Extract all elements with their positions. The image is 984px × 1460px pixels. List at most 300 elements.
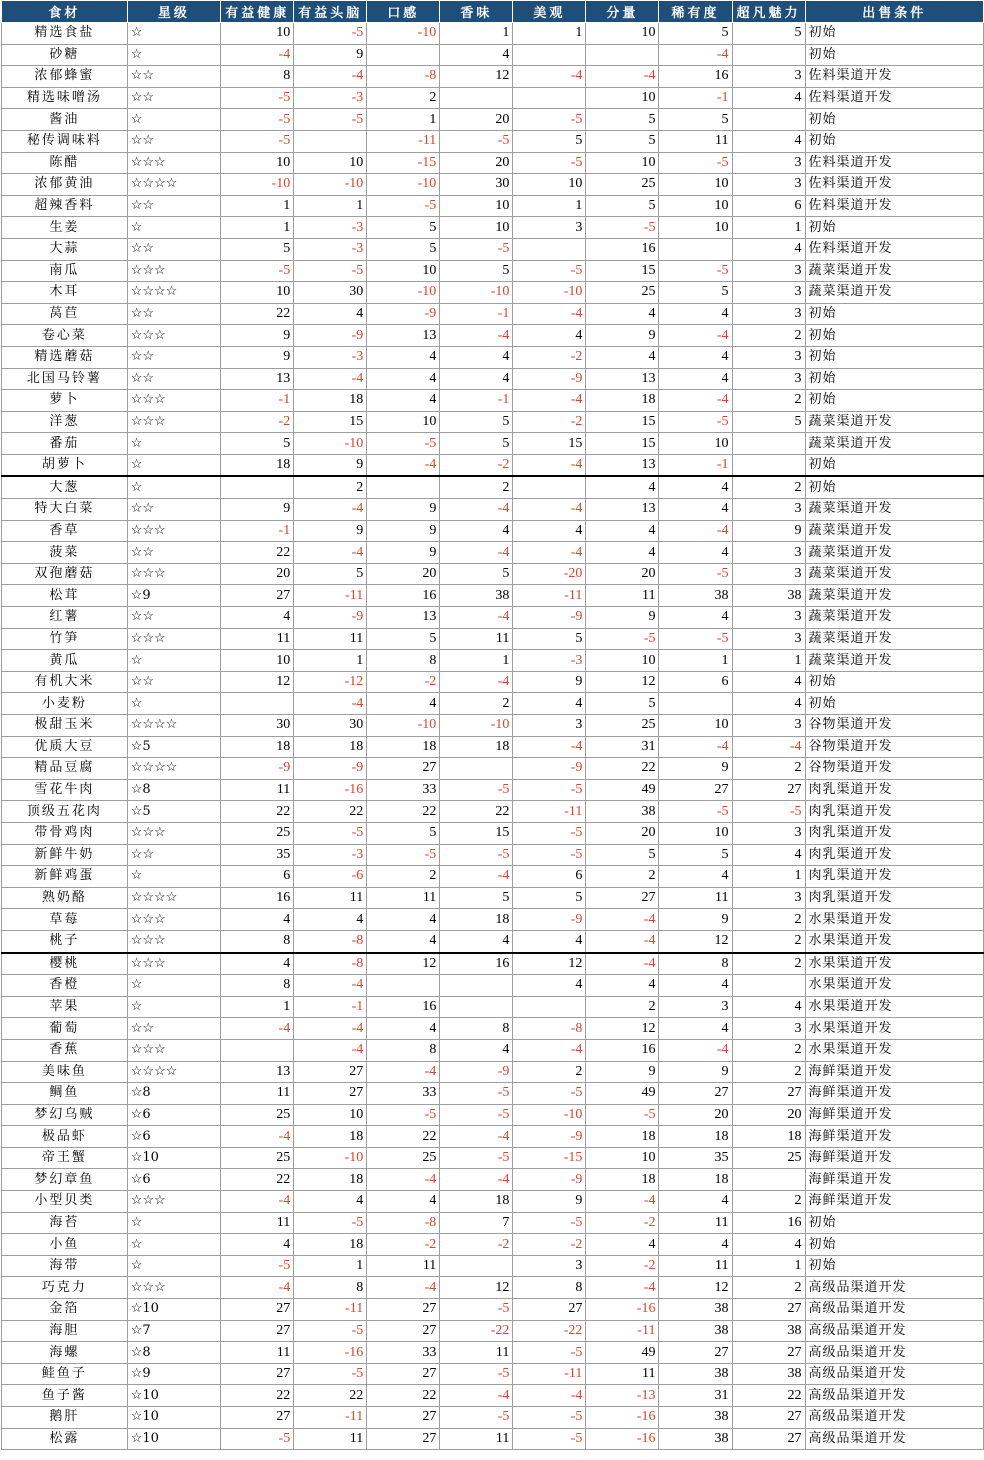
stat-rarity: 9 [659,758,732,780]
stat-charm: 5 [732,411,805,433]
stat-taste: 5 [367,628,440,650]
stat-rarity: 4 [659,542,732,564]
table-row [2,1234,984,1256]
sale-condition: 初始 [805,325,983,347]
stat-look: -4 [513,390,586,412]
stat-taste: 10 [367,411,440,433]
stat-aroma: -4 [440,1126,513,1148]
sale-condition: 初始 [805,390,983,412]
stat-taste: -10 [367,174,440,196]
stat-charm: 22 [732,1385,805,1407]
stat-charm [732,975,805,997]
ingredient-name: 鲷鱼 [2,1083,128,1105]
stat-aroma: -5 [440,1083,513,1105]
table-row [2,346,984,368]
stat-health: -4 [221,1018,294,1040]
sale-condition: 谷物渠道开发 [805,736,983,758]
stat-charm [732,1169,805,1191]
stat-taste: 5 [367,238,440,260]
stat-rarity: 11 [659,130,732,152]
stat-taste: 27 [367,1363,440,1385]
stat-charm: 3 [732,715,805,737]
sale-condition: 海鲜渠道开发 [805,1191,983,1213]
stat-aroma: -2 [440,454,513,476]
header-row [2,1,984,23]
stat-aroma: -5 [440,130,513,152]
stat-brain: 15 [294,411,367,433]
stat-rarity: 11 [659,1255,732,1277]
stat-aroma: 8 [440,1018,513,1040]
stat-brain: -3 [294,217,367,239]
star-rating: ☆☆☆ [127,930,220,952]
stat-look: -4 [513,499,586,521]
stat-charm: 1 [732,1255,805,1277]
stat-charm: 38 [732,1320,805,1342]
stat-charm: 3 [732,152,805,174]
stat-brain: -4 [294,693,367,715]
stat-aroma [440,1255,513,1277]
stat-aroma: -4 [440,866,513,888]
stat-charm: 1 [732,650,805,672]
stat-brain: 10 [294,152,367,174]
sale-condition: 初始 [805,44,983,66]
stat-portion: 10 [586,152,659,174]
ingredient-name: 秘传调味料 [2,130,128,152]
stat-rarity: -5 [659,152,732,174]
stat-aroma: 10 [440,195,513,217]
star-rating: ☆ [127,109,220,131]
table-row [2,736,984,758]
stat-brain: 4 [294,1191,367,1213]
stat-health: 22 [221,303,294,325]
ingredient-name: 萝卜 [2,390,128,412]
ingredient-name: 浓郁黄油 [2,174,128,196]
stat-taste: 11 [367,1255,440,1277]
stat-brain: -5 [294,1320,367,1342]
star-rating: ☆☆ [127,130,220,152]
stat-portion: -4 [586,909,659,931]
ingredient-name: 红薯 [2,607,128,629]
stat-rarity: 5 [659,844,732,866]
stat-taste: 4 [367,909,440,931]
stat-portion: 4 [586,520,659,542]
stat-aroma: 5 [440,563,513,585]
stat-aroma: -1 [440,303,513,325]
table-row [2,1083,984,1105]
stat-charm: 4 [732,693,805,715]
stat-aroma: -9 [440,1061,513,1083]
sale-condition: 蔬菜渠道开发 [805,563,983,585]
ingredient-name: 金箔 [2,1299,128,1321]
stat-rarity: 9 [659,909,732,931]
stat-rarity: 18 [659,1126,732,1148]
stat-brain: 9 [294,44,367,66]
table-row [2,996,984,1018]
table-row [2,758,984,780]
stat-rarity: 10 [659,217,732,239]
star-rating: ☆6 [127,1126,220,1148]
table-row [2,650,984,672]
ingredient-name: 竹笋 [2,628,128,650]
stat-portion: 4 [586,346,659,368]
stat-aroma: 7 [440,1212,513,1234]
stat-aroma: -5 [440,238,513,260]
stat-rarity: -4 [659,1039,732,1061]
stat-look: -9 [513,368,586,390]
stat-aroma: 38 [440,585,513,607]
stat-health: -5 [221,260,294,282]
stat-brain: -1 [294,996,367,1018]
star-rating: ☆9 [127,1363,220,1385]
stat-charm [732,44,805,66]
stat-look: -11 [513,1363,586,1385]
stat-look: -5 [513,1407,586,1429]
stat-rarity: 12 [659,1277,732,1299]
stat-health: 22 [221,1169,294,1191]
stat-health: 5 [221,238,294,260]
stat-aroma: 5 [440,260,513,282]
sale-condition: 蔬菜渠道开发 [805,260,983,282]
stat-health: -1 [221,390,294,412]
stat-portion: 13 [586,368,659,390]
star-rating: ☆ [127,866,220,888]
stat-look: -11 [513,801,586,823]
stat-portion: 20 [586,563,659,585]
table-row [2,628,984,650]
sale-condition: 肉乳渠道开发 [805,801,983,823]
stat-brain: 27 [294,1061,367,1083]
star-rating: ☆☆ [127,303,220,325]
stat-aroma: 22 [440,801,513,823]
sale-condition: 海鲜渠道开发 [805,1169,983,1191]
stat-health: -5 [221,1428,294,1450]
star-rating: ☆6 [127,1104,220,1126]
stat-rarity: -4 [659,390,732,412]
stat-brain: 22 [294,1385,367,1407]
stat-charm: 27 [732,1428,805,1450]
table-row [2,23,984,45]
stat-brain: 1 [294,195,367,217]
sale-condition: 蔬菜渠道开发 [805,499,983,521]
ingredient-name: 超辣香料 [2,195,128,217]
stat-brain: 9 [294,520,367,542]
stat-charm: 3 [732,499,805,521]
stat-aroma: 4 [440,346,513,368]
ingredient-name: 精选蘑菇 [2,346,128,368]
stat-charm: 16 [732,1212,805,1234]
stat-brain: -5 [294,1212,367,1234]
ingredient-name: 莴苣 [2,303,128,325]
stat-charm: 2 [732,758,805,780]
stat-rarity [659,238,732,260]
stat-look: 4 [513,930,586,952]
star-rating: ☆ [127,454,220,476]
table-row [2,1407,984,1429]
star-rating: ☆☆☆ [127,1277,220,1299]
sale-condition: 蔬菜渠道开发 [805,650,983,672]
stat-look: -5 [513,152,586,174]
stat-health: 11 [221,1083,294,1105]
stat-health: 25 [221,1147,294,1169]
star-rating: ☆☆☆ [127,628,220,650]
stat-brain [294,130,367,152]
stat-brain: -5 [294,1363,367,1385]
ingredient-name: 小麦粉 [2,693,128,715]
stat-portion: 16 [586,1039,659,1061]
table-row [2,303,984,325]
sale-condition: 海鲜渠道开发 [805,1061,983,1083]
stat-charm: -5 [732,801,805,823]
ingredient-name: 精选食盐 [2,23,128,45]
stat-health: 22 [221,801,294,823]
table-row [2,693,984,715]
stat-aroma: -22 [440,1320,513,1342]
table-row [2,1191,984,1213]
stat-brain: 11 [294,887,367,909]
stat-brain: -3 [294,346,367,368]
stat-look: 4 [513,325,586,347]
stat-portion: -2 [586,1255,659,1277]
stat-look: -5 [513,260,586,282]
ingredient-name: 特大白菜 [2,499,128,521]
stat-rarity: 4 [659,1191,732,1213]
star-rating: ☆ [127,975,220,997]
stat-taste: 33 [367,779,440,801]
stat-portion: -16 [586,1299,659,1321]
stat-rarity: 9 [659,1061,732,1083]
stat-brain: 9 [294,454,367,476]
stat-portion: 2 [586,996,659,1018]
stat-look: -5 [513,1342,586,1364]
star-rating: ☆☆☆ [127,390,220,412]
star-rating: ☆10 [127,1385,220,1407]
stat-rarity: 4 [659,1234,732,1256]
stat-health: 35 [221,844,294,866]
stat-charm: 2 [732,909,805,931]
stat-health: 9 [221,499,294,521]
stat-health: 4 [221,607,294,629]
table-row [2,152,984,174]
stat-brain: -9 [294,607,367,629]
stat-aroma: 1 [440,650,513,672]
table-row [2,390,984,412]
stat-health: 6 [221,866,294,888]
stat-taste: -5 [367,195,440,217]
stat-aroma: 15 [440,822,513,844]
ingredient-name: 精品豆腐 [2,758,128,780]
ingredient-name: 草莓 [2,909,128,931]
star-rating: ☆ [127,433,220,455]
stat-rarity: 4 [659,499,732,521]
star-rating: ☆☆☆☆ [127,715,220,737]
stat-aroma: -4 [440,671,513,693]
stat-health: 27 [221,1407,294,1429]
star-rating: ☆☆☆ [127,325,220,347]
stat-brain: -4 [294,975,367,997]
star-rating: ☆6 [127,1169,220,1191]
stat-brain: 11 [294,628,367,650]
stat-portion: 10 [586,87,659,109]
stat-portion: 4 [586,1234,659,1256]
stat-portion: 16 [586,238,659,260]
stat-brain: -11 [294,1299,367,1321]
sale-condition: 水果渠道开发 [805,1039,983,1061]
stat-brain: 18 [294,736,367,758]
stat-taste: -8 [367,1212,440,1234]
star-rating: ☆ [127,650,220,672]
stat-taste: 4 [367,693,440,715]
stat-aroma: -5 [440,1147,513,1169]
ingredient-name: 海胆 [2,1320,128,1342]
stat-aroma: 10 [440,217,513,239]
header-health: 有益健康 [221,1,294,23]
stat-look [513,87,586,109]
stat-brain: -5 [294,23,367,45]
stat-brain: -10 [294,174,367,196]
star-rating: ☆☆ [127,542,220,564]
sale-condition: 佐料渠道开发 [805,66,983,88]
stat-health: 13 [221,368,294,390]
stat-taste: 5 [367,217,440,239]
stat-aroma: 4 [440,930,513,952]
star-rating: ☆☆ [127,499,220,521]
stat-health [221,1039,294,1061]
star-rating: ☆☆ [127,238,220,260]
stat-charm: 3 [732,563,805,585]
table-row [2,1428,984,1450]
sale-condition: 蔬菜渠道开发 [805,282,983,304]
sale-condition: 谷物渠道开发 [805,758,983,780]
stat-portion: -5 [586,628,659,650]
stat-brain: 18 [294,1169,367,1191]
sale-condition: 谷物渠道开发 [805,715,983,737]
stat-taste: -2 [367,1234,440,1256]
stat-charm: 4 [732,130,805,152]
star-rating: ☆☆ [127,607,220,629]
stat-taste: 9 [367,542,440,564]
stat-taste: 8 [367,1039,440,1061]
stat-look: -5 [513,779,586,801]
stat-taste: 13 [367,607,440,629]
sale-condition: 初始 [805,454,983,476]
stat-look: 8 [513,1277,586,1299]
stat-portion: 22 [586,758,659,780]
stat-look: -4 [513,303,586,325]
sale-condition: 肉乳渠道开发 [805,866,983,888]
stat-rarity: 4 [659,1018,732,1040]
stat-charm: 18 [732,1126,805,1148]
stat-portion: 25 [586,282,659,304]
stat-taste: -4 [367,454,440,476]
ingredient-name: 优质大豆 [2,736,128,758]
table-row [2,671,984,693]
stat-portion: -5 [586,1104,659,1126]
stat-charm: 3 [732,607,805,629]
ingredient-name: 浓郁蜂蜜 [2,66,128,88]
stat-health: 18 [221,454,294,476]
stat-health: 22 [221,1385,294,1407]
stat-aroma: -4 [440,499,513,521]
table-row [2,801,984,823]
stat-health: 1 [221,195,294,217]
sale-condition: 蔬菜渠道开发 [805,433,983,455]
stat-rarity: 16 [659,66,732,88]
star-rating: ☆ [127,476,220,498]
stat-charm: 27 [732,1299,805,1321]
ingredient-name: 洋葱 [2,411,128,433]
star-rating: ☆☆☆ [127,520,220,542]
stat-rarity: 3 [659,996,732,1018]
stat-health: 11 [221,1342,294,1364]
stat-health: 16 [221,887,294,909]
stat-brain: -8 [294,953,367,975]
ingredient-name: 北国马铃薯 [2,368,128,390]
stat-aroma: 2 [440,693,513,715]
stat-look: -9 [513,758,586,780]
stat-health: -4 [221,1191,294,1213]
star-rating: ☆☆ [127,66,220,88]
stat-look: -4 [513,66,586,88]
stat-aroma: 4 [440,44,513,66]
stat-rarity: -4 [659,736,732,758]
stat-rarity: 31 [659,1385,732,1407]
stat-brain: -4 [294,66,367,88]
stat-portion: 49 [586,1083,659,1105]
stat-portion: -4 [586,953,659,975]
stat-taste: 16 [367,996,440,1018]
stat-aroma: 18 [440,909,513,931]
stat-brain: -8 [294,930,367,952]
ingredient-name: 新鲜鸡蛋 [2,866,128,888]
stat-rarity: 4 [659,368,732,390]
ingredient-name: 带骨鸡肉 [2,822,128,844]
stat-portion: 5 [586,109,659,131]
stat-look: -5 [513,1428,586,1450]
sale-condition: 肉乳渠道开发 [805,887,983,909]
stat-brain: 10 [294,1104,367,1126]
stat-look: -4 [513,542,586,564]
ingredient-name: 卷心菜 [2,325,128,347]
star-rating: ☆☆☆ [127,411,220,433]
stat-portion: 11 [586,585,659,607]
stat-taste: 4 [367,1018,440,1040]
stat-brain: -4 [294,1018,367,1040]
sale-condition: 初始 [805,109,983,131]
stat-aroma: 18 [440,736,513,758]
stat-rarity: -1 [659,87,732,109]
star-rating: ☆☆ [127,844,220,866]
header-look: 美观 [513,1,586,23]
stat-look: 5 [513,628,586,650]
header-charm: 超凡魅力 [732,1,805,23]
stat-look: -2 [513,346,586,368]
stat-health: -4 [221,1126,294,1148]
stat-charm: 3 [732,303,805,325]
stat-charm: 4 [732,238,805,260]
table-row [2,715,984,737]
stat-health: 10 [221,152,294,174]
star-rating: ☆10 [127,1299,220,1321]
ingredient-name: 美味鱼 [2,1061,128,1083]
stat-portion: -13 [586,1385,659,1407]
stat-taste: 33 [367,1083,440,1105]
stat-portion: 4 [586,542,659,564]
stat-brain: -11 [294,585,367,607]
stat-aroma: 5 [440,411,513,433]
stat-aroma: 5 [440,433,513,455]
stat-health [221,693,294,715]
stat-taste: -10 [367,282,440,304]
